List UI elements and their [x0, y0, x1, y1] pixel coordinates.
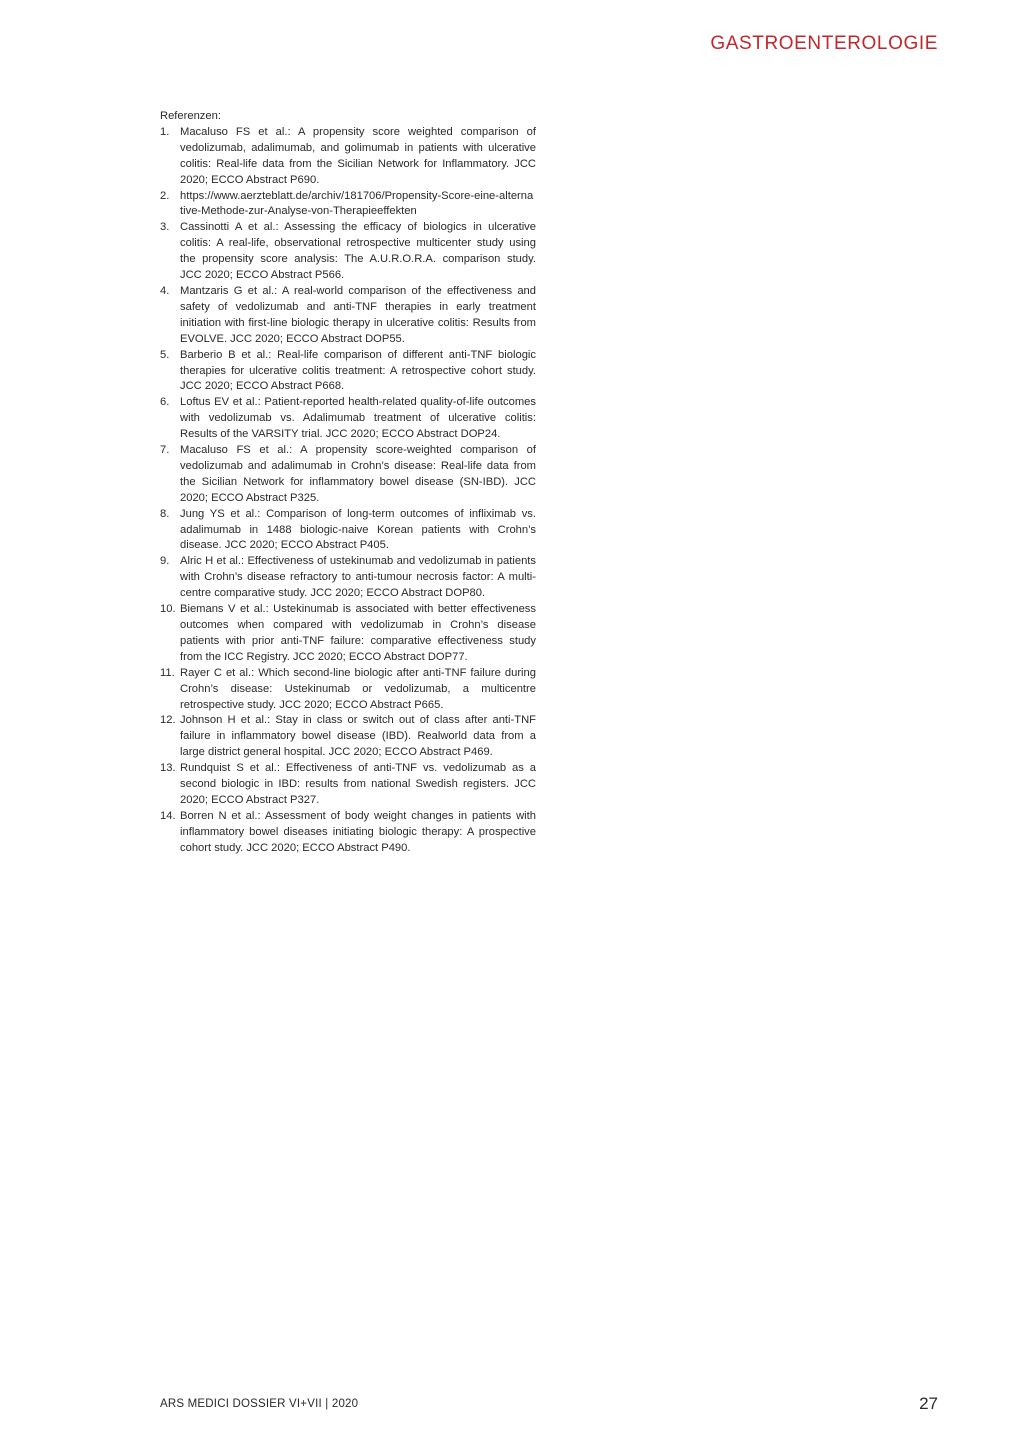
reference-number: 1.	[160, 125, 170, 138]
reference-link[interactable]: https://www.aerzteblatt.de/archiv/181706/Propensity-Score-eine-alternative-Methode-zur-Analyse-von-Therapieeffekten	[180, 189, 534, 218]
reference-text: Johnson H et al.: Stay in class or switch out of class after anti-TNF failure in inflammatory bowel disease (IBD). Realworld data from a large district general hospital. JCC 2020; ECCO Abstract P469.	[180, 714, 536, 759]
reference-text: Cassinotti A et al.: Assessing the efficacy of biologics in ulcerative colitis: A real-life, observational retrospective multicenter study using the propensity score analysis: The A.U.R.O.R.A. comparison study. JCC 2020; ECCO Abstract P566.	[180, 221, 536, 282]
references-heading: Referenzen:	[160, 110, 221, 122]
reference-text: Alric H et al.: Effectiveness of ustekinumab and vedolizumab in patients with Crohn’s disease refractory to anti-tumour necrosis factor: A multi-centre comparative study. JCC 2020; ECCO Abstract DOP80.	[180, 555, 536, 600]
reference-item	[160, 443, 536, 507]
reference-item	[160, 348, 536, 396]
reference-item	[160, 125, 536, 189]
reference-number: 7.	[160, 444, 170, 457]
section-title: GASTROENTEROLOGIE	[710, 33, 938, 54]
reference-item	[160, 189, 536, 221]
reference-item	[160, 809, 536, 857]
reference-item	[160, 554, 536, 602]
reference-item	[160, 713, 536, 761]
reference-item	[160, 602, 536, 666]
reference-number: 8.	[160, 507, 170, 520]
reference-text: Borren N et al.: Assessment of body weight changes in patients with inflammatory bowel diseases initiating biologic therapy: A prospective cohort study. JCC 2020; ECCO Abstract P490.	[180, 809, 536, 854]
reference-number: 13.	[160, 762, 176, 775]
reference-text: Barberio B et al.: Real-life comparison of different anti-TNF biologic therapies for ulcerative colitis treatment: A retrospective cohort study. JCC 2020; ECCO Abstract P668.	[180, 348, 536, 393]
reference-number: 3.	[160, 221, 170, 234]
reference-item	[160, 395, 536, 443]
reference-text: Mantzaris G et al.: A real-world comparison of the effectiveness and safety of vedolizumab and anti-TNF therapies in early treatment initiation with first-line biologic therapy in ulcerative colitis: Results from EVOLVE. JCC 2020; ECCO Abstract DOP55.	[180, 284, 536, 345]
reference-number: 6.	[160, 396, 170, 409]
reference-item	[160, 666, 536, 714]
reference-number: 14.	[160, 809, 176, 822]
reference-item	[160, 507, 536, 555]
reference-item	[160, 220, 536, 284]
reference-number: 4.	[160, 284, 170, 297]
reference-text: Loftus EV et al.: Patient-reported health-related quality-of-life outcomes with vedolizumab vs. Adalimumab treatment of ulcerative colitis: Results of the VARSITY trial. JCC 2020; ECCO Abstract DOP24.	[180, 396, 536, 441]
reference-text: Rundquist S et al.: Effectiveness of anti-TNF vs. vedolizumab as a second biologic in IBD: results from national Swedish registers. JCC 2020; ECCO Abstract P327.	[180, 762, 536, 806]
reference-text: Biemans V et al.: Ustekinumab is associated with better effectiveness outcomes when compared with vedolizumab in Crohn’s disease patients with prior anti-TNF failure: comparative effectiveness study from the ICC Registry. JCC 2020; ECCO Abstract DOP77.	[180, 603, 536, 663]
reference-number: 5.	[160, 348, 170, 361]
reference-item	[160, 761, 536, 809]
reference-text: Jung YS et al.: Comparison of long-term outcomes of infliximab vs. adalimumab in 1488 biologic-naive Korean patients with Crohn’s disease. JCC 2020; ECCO Abstract P405.	[180, 507, 536, 552]
page-number: 27	[919, 1394, 938, 1413]
reference-number: 10.	[160, 603, 176, 616]
reference-item	[160, 284, 536, 348]
reference-text: Rayer C et al.: Which second-line biologic after anti-TNF failure during Crohn’s disease: Ustekinumab or vedolizumab, a multicentre retrospective study. JCC 2020; ECCO Abstract P665.	[180, 666, 536, 711]
reference-text: Macaluso FS et al.: A propensity score-weighted comparison of vedolizumab and adalimumab in Crohn’s disease: Real-life data from the Sicilian Network for inflammatory bowel disease (SN-IBD). JCC 2020; ECCO Abstract P325.	[180, 444, 536, 504]
reference-number: 12.	[160, 714, 176, 727]
reference-number: 11.	[160, 666, 175, 679]
footer-publication: ARS MEDICI DOSSIER VI+VII | 2020	[160, 1398, 359, 1410]
reference-text: Macaluso FS et al.: A propensity score weighted comparison of vedolizumab, adalimumab, and golimumab in patients with ulcerative colitis: Real-life data from the Sicilian Network for Inflammatory. JCC 2020; ECCO Abstract P690.	[180, 125, 536, 186]
reference-number: 2.	[160, 189, 170, 202]
references-block	[160, 109, 536, 857]
references-list	[160, 125, 536, 857]
reference-number: 9.	[160, 555, 170, 568]
